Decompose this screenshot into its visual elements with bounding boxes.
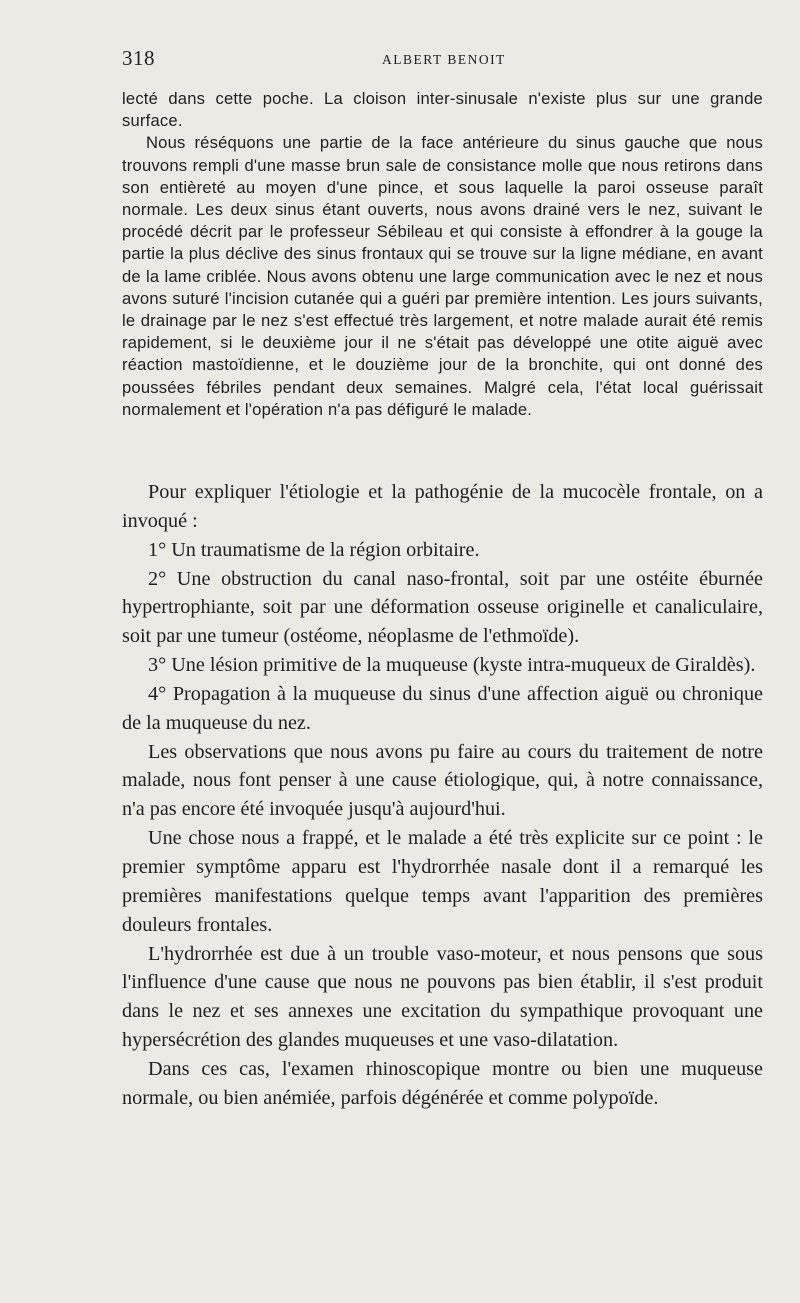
cause-item-2: 2° Une obstruction du canal naso-frontal, soit par une ostéite éburnée hypertrophiante, soit par une déformation osseuse originelle et canaliculaire, soit par une tumeur (ostéome, néoplasme de l'ethmoïde). [122,567,763,648]
page-header [122,42,762,82]
running-head: ALBERT BENOIT [382,52,506,67]
observations-paragraph: Les observations que nous avons pu faire au cours du traitement de notre malade, nous font penser à une cause étiologique, qui, à notre connaissance, n'a pas encore été invoquée jusqu'à aujourd'hui. [122,740,763,821]
case-paragraph-surgery: Nous réséquons une partie de la face antérieure du sinus gauche que nous trouvons rempli d'une masse brun sale de consistance molle que nous retirons dans son entièreté au moyen d'une pince, et sous laquelle la paroi osseuse paraît normale. Les deux sinus étant ouverts, nous avons drainé vers le nez, suivant le procédé décrit par le professeur Sébileau et qui consiste à effondrer à la gouge la partie la plus déclive des sinus frontaux qui se trouve sur la ligne médiane, en avant de la lame criblée. Nous avons obtenu une large communication avec le nez et nous avons suturé l'incision cutanée qui a guéri par première intention. Les jours suivants, le drainage par le nez s'est effectué très largement, et notre malade aurait été remis rapidement, si le deuxième jour il ne s'était pas développé une otite aiguë avec réaction mastoïdienne, et le douzième jour de la bronchite, qui ont donné des poussées fébriles pendant deux semaines. Malgré cela, l'état local guérissait normalement et l'opération n'a pas défiguré le malade. [122,133,763,419]
case-report-block [122,88,763,421]
cause-item-3: 3° Une lésion primitive de la muqueuse (kyste intra-muqueux de Giraldès). [148,654,756,677]
case-paragraph-continuation: lecté dans cette poche. La cloison inter-sinusale n'existe plus sur une grande surface. [122,89,763,131]
rhinoscopy-paragraph: Dans ces cas, l'examen rhinoscopique montre ou bien une muqueuse normale, ou bien anémiée, parfois dégénérée et comme polypoïde. [122,1057,763,1109]
main-text-block [122,478,763,1113]
hydrorrhea-paragraph: L'hydrorrhée est due à un trouble vaso-moteur, et nous pensons que sous l'influence d'une cause que nous ne pouvons pas bien établir, il s'est produit dans le nez et ses annexes une excitation du sympathique provoquant une hypersécrétion des glandes muqueuses et une vaso-dilatation. [122,942,763,1052]
etiology-intro-paragraph: Pour expliquer l'étiologie et la pathogénie de la mucocèle frontale, on a invoqué : [122,481,763,532]
symptom-paragraph: Une chose nous a frappé, et le malade a été très explicite sur ce point : le premier symptôme apparu est l'hydrorrhée nasale dont il a remarqué les premières manifestations quelque temps avant l'apparition des premières douleurs frontales. [122,827,763,936]
page-number: 318 [122,46,155,70]
cause-item-4: 4° Propagation à la muqueuse du sinus d'une affection aiguë ou chronique de la muqueuse du nez. [122,682,763,734]
cause-item-1: 1° Un traumatisme de la région orbitaire. [148,538,480,561]
